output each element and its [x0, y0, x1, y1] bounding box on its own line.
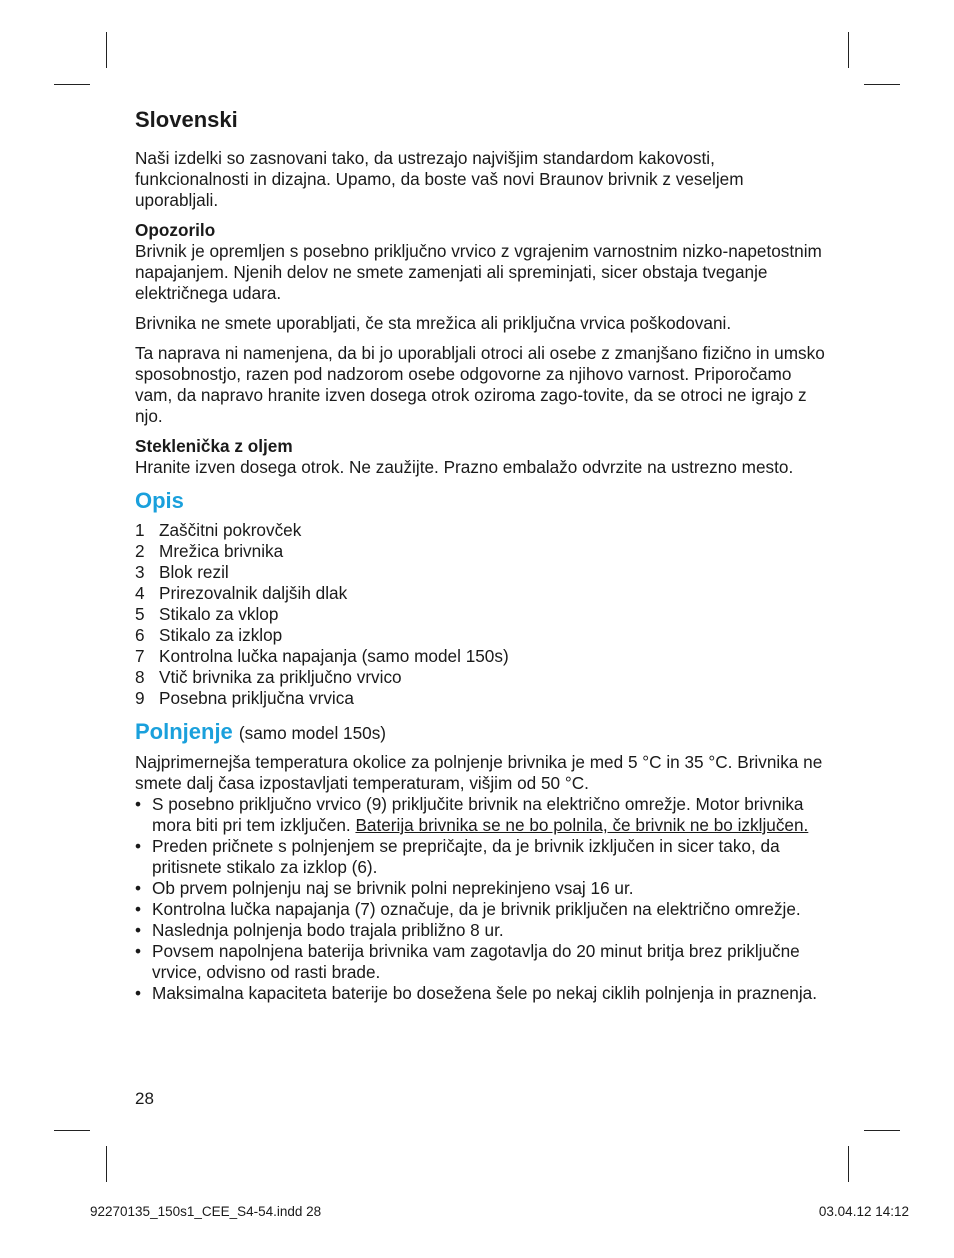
description-heading: Opis	[135, 488, 184, 513]
item-text	[152, 794, 825, 836]
list-item	[135, 625, 825, 646]
footer-file-slug: 92270135_150s1_CEE_S4-54.indd 28	[90, 1204, 322, 1219]
item-number: 2	[135, 541, 145, 561]
charging-list	[135, 794, 825, 1004]
item-text: Posebna priključna vrvica	[159, 688, 354, 708]
charging-heading-text: Polnjenje	[135, 719, 233, 744]
warning-text-3: Ta naprava ni namenjena, da bi jo uporabljali otroci ali osebe z zmanjšano fizično in umsko sposobnostjo, razen pod nadzorom osebe odgovorne za njihovo varnost. Priporočamo vam, da napravo hranite izven dosega otrok oziroma zago-tovite, da se otroci ne igrajo z njo.	[135, 343, 825, 426]
item-number: 4	[135, 583, 145, 603]
warning-block	[135, 220, 825, 304]
oil-text: Hranite izven dosega otrok. Ne zaužijte. Prazno embalažo odvrzite na ustrezno mesto.	[135, 457, 794, 477]
item-text: Vtič brivnika za priključno vrvico	[159, 667, 402, 687]
list-item	[135, 983, 825, 1004]
item-text: Povsem napolnjena baterija brivnika vam zagotavlja do 20 minut britja brez priključne vrvice, odvisno od rasti brade.	[152, 941, 800, 982]
item-text: Naslednja polnjenja bodo trajala približno 8 ur.	[152, 920, 504, 940]
item-number: 3	[135, 562, 145, 582]
charging-note: (samo model 150s)	[238, 723, 387, 743]
item-text: Kontrolna lučka napajanja (samo model 150s)	[159, 646, 509, 666]
bullet: •	[135, 899, 142, 919]
list-item	[135, 794, 825, 836]
list-item	[135, 920, 825, 941]
list-item	[135, 646, 825, 667]
item-number: 1	[135, 520, 145, 540]
item-number: 5	[135, 604, 145, 624]
crop-mark	[864, 84, 900, 85]
item-text: Mrežica brivnika	[159, 541, 284, 561]
footer-datetime: 03.04.12 14:12	[818, 1204, 909, 1219]
item-number: 7	[135, 646, 145, 666]
item-text: Maksimalna kapaciteta baterije bo dosežena šele po nekaj ciklih polnjenja in praznenja.	[152, 983, 817, 1003]
crop-mark	[54, 84, 90, 85]
list-item	[135, 836, 825, 878]
item-text: Kontrolna lučka napajanja (7) označuje, da je brivnik priključen na električno omrežje.	[152, 899, 801, 919]
crop-mark	[848, 1146, 849, 1182]
crop-mark	[864, 1130, 900, 1131]
list-item	[135, 667, 825, 688]
list-item	[135, 604, 825, 625]
item-text: Blok rezil	[159, 562, 229, 582]
list-item	[135, 878, 825, 899]
bullet: •	[135, 836, 142, 856]
list-item	[135, 899, 825, 920]
intro-paragraph: Naši izdelki so zasnovani tako, da ustrezajo najvišjim standardom kakovosti, funkcionalnosti in dizajna. Upamo, da boste vaš novi Braunov brivnik z veseljem uporabljali.	[135, 148, 744, 210]
page-title: Slovenski	[135, 107, 238, 132]
crop-mark	[848, 32, 849, 68]
page-content	[135, 106, 825, 1004]
item-text: Preden pričnete s polnjenjem se prepričajte, da je brivnik izključen in sicer tako, da pritisnete stikalo za izklop (6).	[152, 836, 780, 877]
crop-mark	[54, 1130, 90, 1131]
warning-heading: Opozorilo	[135, 220, 216, 240]
warning-text-1: Brivnik je opremljen s posebno priključno vrvico z vgrajenim varnostnim nizko-napetostnim napajanjem. Njenih delov ne smete zamenjati ali spreminjati, sicer obstaja tveganje električnega udara.	[135, 241, 822, 303]
item-text: Ob prvem polnjenju naj se brivnik polni neprekinjeno vsaj 16 ur.	[152, 878, 634, 898]
list-item	[135, 541, 825, 562]
warning-text-2: Brivnika ne smete uporabljati, če sta mrežica ali priključna vrvica poškodovani.	[135, 313, 732, 333]
item-text-plain: S posebno priključno vrvico (9) priključite brivnik na električno omrežje. Motor brivnika mora biti pri tem izključen.	[152, 794, 804, 835]
list-item	[135, 688, 825, 709]
crop-mark	[106, 32, 107, 68]
item-text-underlined: Baterija brivnika se ne bo polnila, če brivnik ne bo izključen.	[355, 815, 809, 835]
item-number: 8	[135, 667, 145, 687]
list-item	[135, 941, 825, 983]
charging-heading	[135, 719, 825, 746]
item-number: 9	[135, 688, 145, 708]
bullet: •	[135, 920, 142, 940]
item-text: Stikalo za izklop	[159, 625, 283, 645]
item-text: Stikalo za vklop	[159, 604, 279, 624]
page-number: 28	[135, 1089, 154, 1108]
bullet: •	[135, 983, 142, 1003]
description-list	[135, 520, 825, 709]
oil-block	[135, 436, 825, 478]
bullet: •	[135, 878, 142, 898]
list-item	[135, 583, 825, 604]
list-item	[135, 562, 825, 583]
item-number: 6	[135, 625, 145, 645]
bullet: •	[135, 941, 142, 961]
item-text: Zaščitni pokrovček	[159, 520, 302, 540]
bullet: •	[135, 794, 142, 814]
item-text: Prirezovalnik daljših dlak	[159, 583, 348, 603]
crop-mark	[106, 1146, 107, 1182]
oil-heading: Steklenička z oljem	[135, 436, 293, 456]
charging-intro: Najprimernejša temperatura okolice za polnjenje brivnika je med 5 °C in 35 °C. Brivnika ne smete dalj časa izpostavljati temperaturam, višjim od 50 °C.	[135, 752, 823, 793]
list-item	[135, 520, 825, 541]
